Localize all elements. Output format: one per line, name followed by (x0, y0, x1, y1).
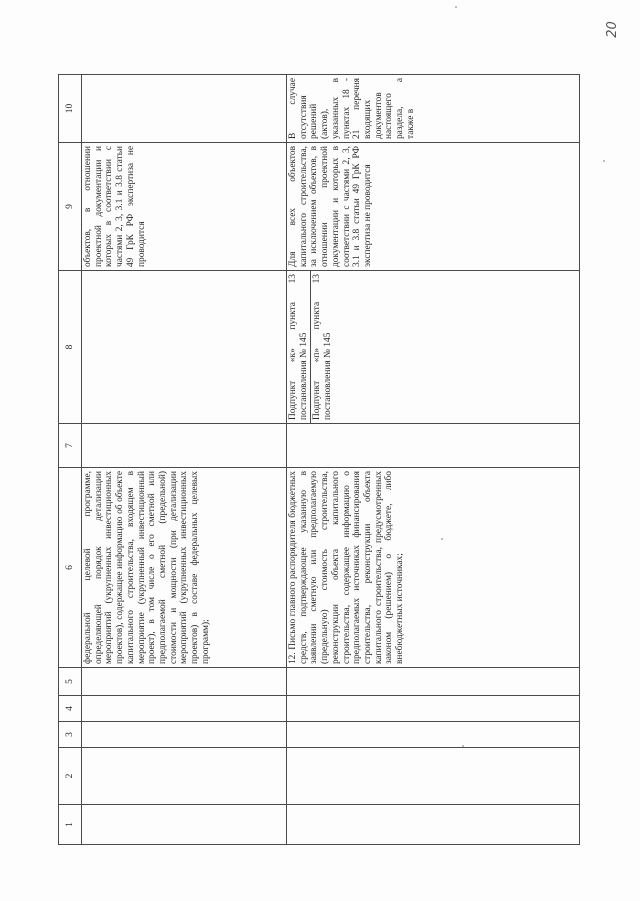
header-cell: 5 (59, 668, 82, 696)
note-text: В случае отсутствия решений (актов), указанных в пунктах 18 - 21 перечня входящих документов настоящего раздела, а также в (288, 78, 416, 139)
applicability-text: объектов, в отношении проектной документации и которых в соответствии с частями 2, 3, 3.1 и 3.8 статьи 49 ГрК РФ экспертиза не проводится (83, 146, 147, 267)
table-row (82, 75, 287, 845)
requirements-table (58, 74, 580, 845)
header-cell: 10 (59, 75, 82, 143)
page-number-mark: 20 (604, 21, 620, 38)
document-description-text: 12. Письмо главного распорядителя бюджетных средств, подтверждающее указанную в заявлении сметную или предполагаемую (предельную) стоимость строительства, реконструкции объекта капитального строительства, содержащее информацию о предполагаемых источниках финансирования строительства, реконструкции объекта капитального строительства, предусмотренных законом (решением) о бюджете, либо внебюджетных источниках; (288, 471, 406, 664)
table-cell (287, 805, 580, 845)
table-cell (82, 75, 287, 143)
legal-basis-text: Подпункт «к» пункта 13 постановления № 145 (288, 274, 309, 420)
header-cell: 6 (59, 468, 82, 668)
table-cell (82, 271, 287, 424)
table-cell (287, 696, 580, 722)
table-cell (82, 748, 287, 805)
table-row (287, 75, 580, 845)
scan-speck (603, 160, 605, 162)
table-cell (287, 143, 580, 271)
header-cell: 8 (59, 271, 82, 424)
table-cell (287, 424, 580, 468)
table-cell (82, 805, 287, 845)
header-cell: 1 (59, 805, 82, 845)
rotated-table-container (58, 75, 580, 845)
table-cell (287, 468, 580, 668)
header-cell: 2 (59, 748, 82, 805)
applicability-text: Для всех объектов капитального строительства, за исключением объектов, в отношении проектной документации и которых в соответствии с частями 2, 3, 3.1 и 3.8 статьи 49 ГрК РФ экспертиза не проводится (288, 146, 373, 267)
table-cell (82, 468, 287, 668)
table-cell (287, 668, 580, 696)
table-cell (287, 748, 580, 805)
table-cell (82, 143, 287, 271)
table-cell (82, 722, 287, 748)
table-header-row (59, 75, 82, 845)
header-cell: 7 (59, 424, 82, 468)
legal-basis-text: Подпункт «п» пункта 13 постановления № 145 (310, 271, 334, 423)
table-cell (82, 668, 287, 696)
header-cell: 4 (59, 696, 82, 722)
table-cell (82, 424, 287, 468)
table-cell (82, 696, 287, 722)
header-cell: 3 (59, 722, 82, 748)
document-description-text: федеральной целевой программе, определяющей порядок детализации мероприятий (укрупненных инвестиционных проектов), содержащее информацию об объекте капитального строительства, входящем в мероприятие (укрупненный инвестиционный проект), в том числе о его сметной или предполагаемой сметной (предельной) стоимости и мощности (при детализации мероприятий (укрупненных инвестиционных проектов) в составе федеральных целевых программ); (83, 471, 211, 664)
table-cell (287, 722, 580, 748)
table-cell (287, 271, 580, 424)
header-cell: 9 (59, 143, 82, 271)
scan-speck (455, 6, 457, 8)
table-cell (287, 75, 580, 143)
